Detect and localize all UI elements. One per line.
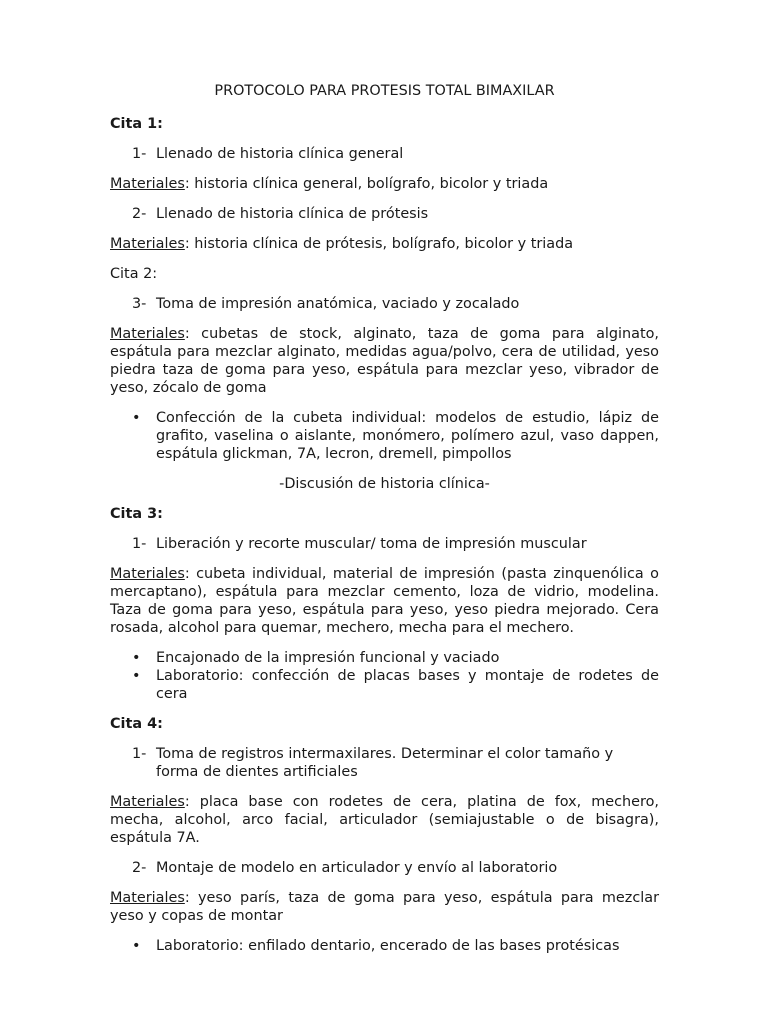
step-number: 1- (132, 746, 147, 762)
cita-4-step-2 (110, 859, 659, 877)
step-number: 2- (132, 860, 147, 876)
cita-3-heading: Cita 3: (110, 506, 163, 522)
bullet-icon: • (132, 410, 141, 426)
step-text: Liberación y recorte muscular/ toma de impresión muscular (156, 536, 587, 552)
materials-text: : cubetas de stock, alginato, taza de goma para alginato, espátula para mezclar alginato, medidas agua/polvo, cera de utilidad, yeso piedra taza de goma para yeso, espátula para mezclar yeso, vibrador de yeso, zócalo de goma (110, 326, 659, 396)
materials-label: Materiales (110, 890, 185, 906)
step-number: 2- (132, 206, 147, 222)
step-text: Toma de registros intermaxilares. Determinar el color tamaño y forma de dientes artificiales (156, 746, 614, 780)
bullet-icon: • (132, 938, 141, 954)
cita-1-materials-2 (110, 235, 659, 253)
list-item-text: Laboratorio: enfilado dentario, encerado de las bases protésicas (156, 938, 620, 954)
list-item-text: Encajonado de la impresión funcional y vaciado (156, 650, 500, 666)
step-text: Montaje de modelo en articulador y envío al laboratorio (156, 860, 558, 876)
list-item (110, 667, 659, 703)
cita-2-materials (110, 325, 659, 397)
cita-2-heading: Cita 2: (110, 266, 158, 282)
step-number: 1- (132, 536, 147, 552)
cita-3-materials (110, 565, 659, 637)
materials-text: : placa base con rodetes de cera, platina de fox, mechero, mecha, alcohol, arco facial, articulador (semiajustable o de bisagra), espátula 7A. (110, 794, 659, 846)
cita-1-step-1 (110, 145, 659, 163)
list-item (110, 649, 659, 667)
discussion-note: -Discusión de historia clínica- (279, 476, 490, 492)
cita-1-step-2 (110, 205, 659, 223)
cita-4-materials-2 (110, 889, 659, 925)
cita-3-step-1 (110, 535, 659, 553)
materials-text: : cubeta individual, material de impresión (pasta zinquenólica o mercaptano), espátula para mezclar cemento, loza de vidrio, modelina. Taza de goma para yeso, espátula para yeso, yeso piedra mejorado. Cera rosada, alcohol para quemar, mechero, mecha para el mechero. (110, 566, 659, 636)
cita-1-heading: Cita 1: (110, 116, 163, 132)
list-item (110, 409, 659, 463)
cita-3-bullet-list (110, 649, 659, 703)
list-item-text: Confección de la cubeta individual: modelos de estudio, lápiz de grafito, vaselina o aislante, monómero, polímero azul, vaso dappen, espátula glickman, 7A, lecron, dremell, pimpollos (156, 410, 659, 462)
step-number: 1- (132, 146, 147, 162)
bullet-icon: • (132, 650, 141, 666)
bullet-icon: • (132, 668, 141, 684)
step-number: 3- (132, 296, 147, 312)
cita-1-materials-1 (110, 175, 659, 193)
materials-label: Materiales (110, 794, 185, 810)
step-text: Llenado de historia clínica general (156, 146, 404, 162)
document-title: PROTOCOLO PARA PROTESIS TOTAL BIMAXILAR (214, 83, 555, 99)
cita-4-heading: Cita 4: (110, 716, 163, 732)
materials-label: Materiales (110, 326, 185, 342)
cita-2-bullet-list (110, 409, 659, 463)
list-item-text: Laboratorio: confección de placas bases y montaje de rodetes de cera (156, 668, 659, 702)
materials-text: : historia clínica de prótesis, bolígrafo, bicolor y triada (184, 236, 574, 252)
step-text: Toma de impresión anatómica, vaciado y zocalado (156, 296, 520, 312)
step-text: Llenado de historia clínica de prótesis (156, 206, 429, 222)
materials-text: : yeso parís, taza de goma para yeso, espátula para mezclar yeso y copas de montar (110, 890, 659, 924)
materials-label: Materiales (110, 236, 185, 252)
materials-text: : historia clínica general, bolígrafo, bicolor y triada (184, 176, 549, 192)
cita-4-bullet-list (110, 937, 659, 955)
cita-2-step-3 (110, 295, 659, 313)
cita-4-step-1 (110, 745, 659, 781)
materials-label: Materiales (110, 566, 185, 582)
materials-label: Materiales (110, 176, 185, 192)
cita-4-materials-1 (110, 793, 659, 847)
list-item (110, 937, 659, 955)
